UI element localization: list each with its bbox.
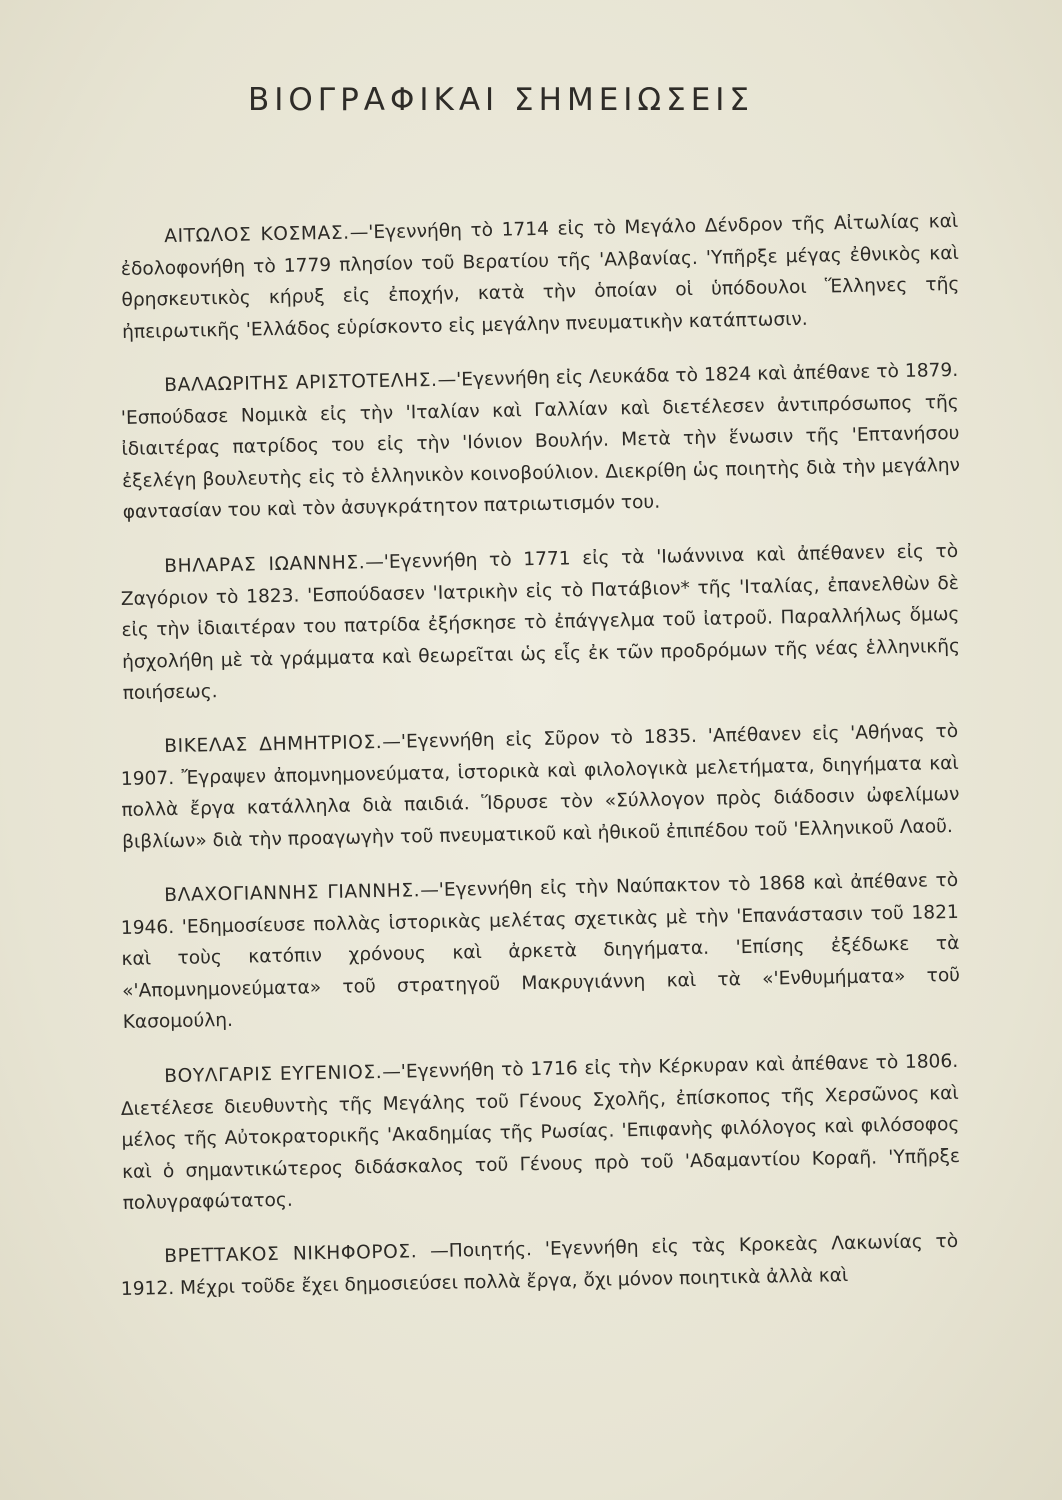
- biography-list: [120, 210, 961, 1305]
- entry-text: —'Εγεννήθη τὸ 1716 εἰς τὴν Κέρκυραν καὶ ἀπέθανε τὸ 1806. Διετέλεσε διευθυντὴς τῆς Μεγάλης τοῦ Γένους Σχολῆς, ἐπίσκοπος τῆς Χερσῶνος καὶ μέλος τῆς Αὐτοκρατορικῆς 'Ακαδημίας τῆς Ρωσίας. 'Επιφανὴς φιλόλογος καὶ φιλόσοφος καὶ ὁ σημαντικώτερος διδάσκαλος τοῦ Γένους πρὸ τοῦ 'Αδαμαντίου Κοραῆ. 'Υπῆρξε πολυγραφώτατος.: [120, 1050, 961, 1214]
- biography-entry: [120, 355, 961, 529]
- entry-name: ΒΙΚΕΛΑΣ ΔΗΜΗΤΡΙΟΣ.: [164, 731, 383, 758]
- entry-text: —'Εγεννήθη εἰς τὴν Ναύπακτον τὸ 1868 καὶ ἀπέθανε τὸ 1946. 'Εδημοσίευσε πολλὰς ἱστορικὰς μελέτας σχετικὰς μὲ τὴν 'Επανάστασιν τοῦ 1821 καὶ τοὺς κατόπιν χρόνους καὶ ἀρκετὰ διηγήματα. 'Επίσης ἐξέδωκε τὰ «'Απομνημονεύματα» τοῦ στρατηγοῦ Μακρυγιάννη καὶ τὰ «'Ενθυμήματα» τοῦ Κασομούλη.: [120, 869, 961, 1033]
- biography-entry: [120, 206, 960, 348]
- entry-text: —'Εγεννήθη εἰς Σῦρον τὸ 1835. 'Απέθανεν εἰς 'Αθήνας τὸ 1907. Ἔγραψεν ἀπομνημονεύματα, ἱστορικὰ καὶ φιλολογικὰ μελετήματα, διηγήματα καὶ πολλὰ ἔργα κατάλληλα διὰ παιδιά. Ἵδρυσε τὸν «Σύλλογον πρὸς διάδοσιν ὠφελίμων βιβλίων» διὰ τὴν προαγωγὴν τοῦ πνευματικοῦ καὶ ἠθικοῦ ἐπιπέδου τοῦ 'Ελληνικοῦ Λαοῦ.: [120, 720, 960, 853]
- biography-entry: [120, 865, 961, 1039]
- entry-name: ΒΗΛΑΡΑΣ ΙΩΑΝΝΗΣ.: [164, 551, 366, 577]
- page-title: ΒΙΟΓΡΑΦΙΚΑΙ ΣΗΜΕΙΩΣΕΙΣ: [248, 82, 755, 118]
- entry-name: ΒΑΛΑΩΡΙΤΗΣ ΑΡΙΣΤΟΤΕΛΗΣ.: [164, 369, 438, 397]
- entry-name: ΒΡΕΤΤΑΚΟΣ ΝΙΚΗΦΟΡΟΣ.: [164, 1241, 418, 1268]
- entry-text: —'Εγεννήθη τὸ 1771 εἰς τὰ 'Ιωάννινα καὶ ἀπέθανεν εἰς τὸ Ζαγόριον τὸ 1823. 'Εσπούδασεν 'Ιατρικὴν εἰς τὸ Πατάβιον* τῆς 'Ιταλίας, ἐπανελθὼν δὲ εἰς τὴν ἰδιαιτέραν του πατρίδα ἐξήσκησε τὸ ἐπάγγελμα τοῦ ἰατροῦ. Παραλλήλως ὅμως ἠσχολήθη μὲ τὰ γράμματα καὶ θεωρεῖται ὡς εἷς ἐκ τῶν προδρόμων τῆς νέας ἑλληνικῆς ποιήσεως.: [120, 540, 961, 704]
- entry-text: —'Εγεννήθη εἰς Λευκάδα τὸ 1824 καὶ ἀπέθανε τὸ 1879. 'Εσπούδασε Νομικὰ εἰς τὴν 'Ιταλίαν καὶ Γαλλίαν καὶ διετέλεσεν ἀντιπρόσωπος τῆς ἰδιαιτέρας πατρίδος του εἰς τὴν 'Ιόνιον Βουλήν. Μετὰ τὴν ἕνωσιν τῆς 'Επτανήσου ἐξελέγη βουλευτὴς εἰς τὸ ἑλληνικὸν κοινοβούλιον. Διεκρίθη ὡς ποιητὴς διὰ τὴν μεγάλην φαντασίαν του καὶ τὸν ἀσυγκράτητον πατριωτισμόν του.: [120, 359, 961, 523]
- biography-entry: [120, 1045, 961, 1219]
- biography-entry: [120, 535, 961, 709]
- entry-text: —Ποιητής. 'Εγεννήθη εἰς τὰς Κροκεὰς Λακωνίας τὸ 1912. Μέχρι τοῦδε ἔχει δημοσιεύσει πολλὰ ἔργα, ὄχι μόνον ποιητικὰ ἀλλὰ καὶ: [120, 1230, 959, 1300]
- entry-name: ΒΟΥΛΓΑΡΙΣ ΕΥΓΕΝΙΟΣ.: [164, 1061, 383, 1087]
- entry-name: ΑΙΤΩΛΟΣ ΚΟΣΜΑΣ.: [164, 222, 350, 248]
- biography-entry: [120, 716, 960, 858]
- entry-name: ΒΛΑΧΟΓΙΑΝΝΗΣ ΓΙΑΝΝΗΣ.: [164, 880, 421, 907]
- entry-text: —'Εγεννήθη τὸ 1714 εἰς τὸ Μεγάλο Δένδρον τῆς Αἰτωλίας καὶ ἐδολοφονήθη τὸ 1779 πλησίον τοῦ Βερατίου τῆς 'Αλβανίας. 'Υπῆρξε μέγας ἐθνικὸς καὶ θρησκευτικὸς κήρυξ εἰς ἐποχήν, κατὰ τὴν ὁποίαν οἱ ὑπόδουλοι Ἕλληνες τῆς ἠπειρωτικῆς 'Ελλάδος εὑρίσκοντο εἰς μεγάλην πνευματικὴν κατάπτωσιν.: [120, 210, 960, 343]
- biography-entry: [120, 1226, 959, 1305]
